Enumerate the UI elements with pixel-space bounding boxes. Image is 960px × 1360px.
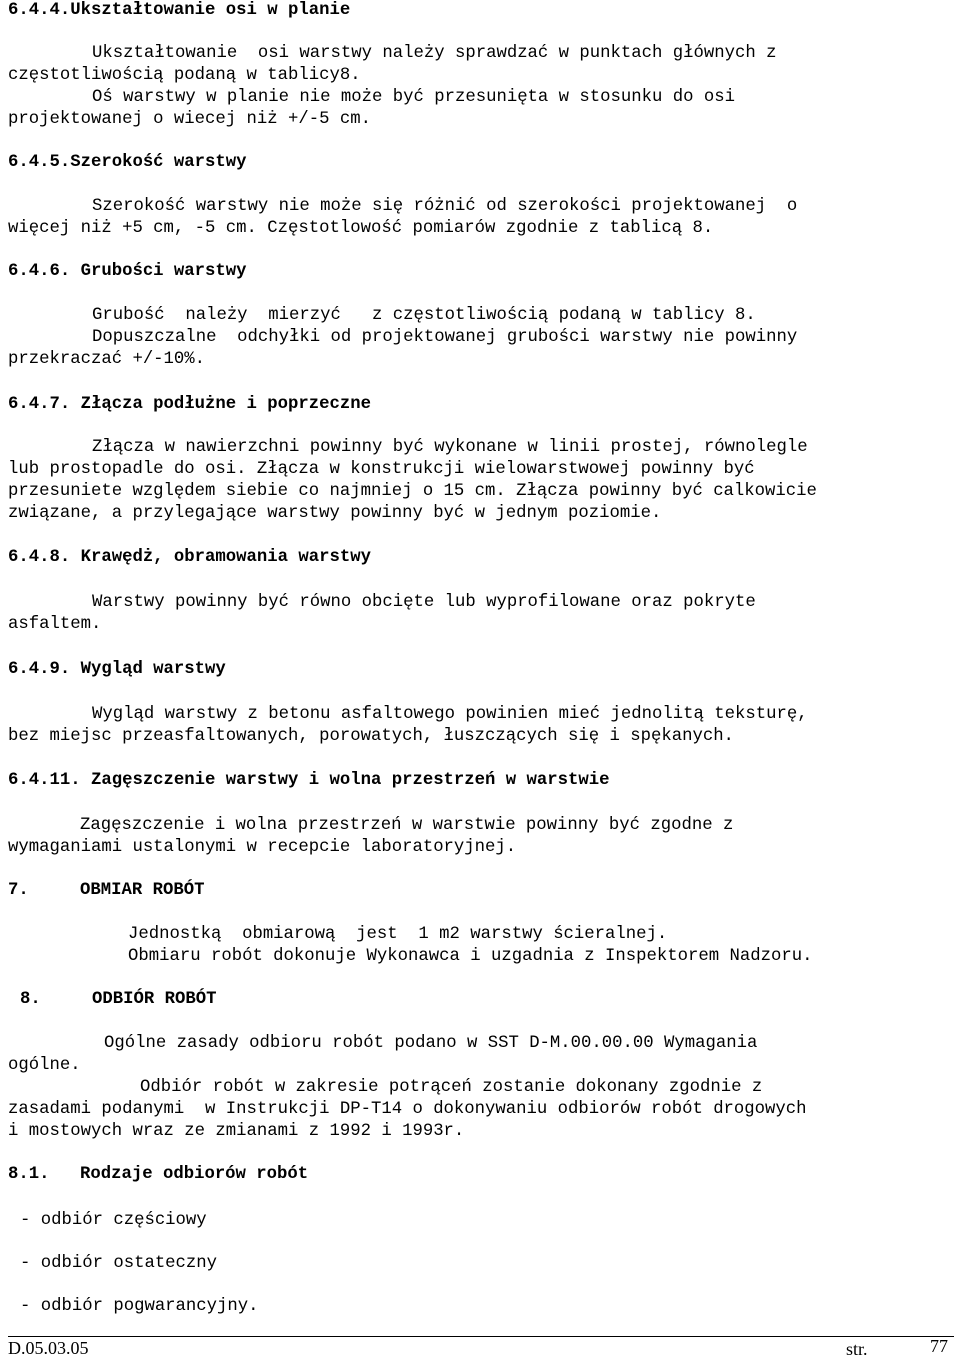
paragraph-line: Wygląd warstwy z betonu asfaltowego powinien mieć jednolitą teksturę, (92, 705, 808, 724)
heading-6-4-11: 6.4.11. Zagęszczenie warstwy i wolna przestrzeń w warstwie (8, 771, 610, 790)
paragraph-line: Grubość należy mierzyć z częstotliwością podaną w tablicy 8. (92, 306, 756, 325)
paragraph-line: wymaganiami ustalonymi w recepcie laboratoryjnej. (8, 838, 517, 857)
paragraph-line: więcej niż +5 cm, -5 cm. Częstotlowość pomiarów zgodnie z tablicą 8. (8, 219, 714, 238)
list-item: - odbiór pogwarancyjny. (20, 1297, 259, 1316)
section-number-8: 8. (20, 990, 41, 1009)
list-item: - odbiór częściowy (20, 1211, 207, 1230)
paragraph-line: Ogólne zasady odbioru robót podano w SST D-M.00.00.00 Wymagania (104, 1034, 758, 1053)
paragraph-line: bez miejsc przeasfaltowanych, porowatych, łuszczących się i spękanych. (8, 727, 734, 746)
paragraph-line: lub prostopadle do osi. Złącza w konstrukcji wielowarstwowej powinny być (8, 460, 755, 479)
section-title-obmiar: OBMIAR ROBÓT (80, 881, 205, 900)
paragraph-line: Złącza w nawierzchni powinny być wykonane w linii prostej, równolegle (92, 438, 808, 457)
footer-page-label: str. (846, 1339, 868, 1359)
heading-6-4-7: 6.4.7. Złącza podłużne i poprzeczne (8, 395, 371, 414)
paragraph-line: Szerokość warstwy nie może się różnić od szerokości projektowanej o (92, 197, 798, 216)
paragraph-line: Oś warstwy w planie nie może być przesunięta w stosunku do osi (92, 88, 735, 107)
heading-6-4-9: 6.4.9. Wygląd warstwy (8, 660, 226, 679)
paragraph-line: projektowanej o wiecej niż +/-5 cm. (8, 110, 371, 129)
paragraph-line: zasadami podanymi w Instrukcji DP-T14 o dokonywaniu odbiorów robót drogowych (8, 1100, 807, 1119)
heading-6-4-4: 6.4.4.Ukształtowanie osi w planie (8, 1, 351, 20)
paragraph-line: Odbiór robót w zakresie potrąceń zostanie dokonany zgodnie z (140, 1078, 763, 1097)
paragraph-line: związane, a przylegające warstwy powinny być w jednym poziomie. (8, 504, 662, 523)
section-title-rodzaje-odbiorow: Rodzaje odbiorów robót (80, 1165, 309, 1184)
section-number-7: 7. (8, 881, 29, 900)
paragraph-line: ogólne. (8, 1056, 81, 1075)
footer-doc-code: D.05.03.05 (8, 1338, 89, 1358)
paragraph-line: asfaltem. (8, 615, 102, 634)
paragraph-line: przesuniete względem siebie co najmniej o 15 cm. Złącza powinny być calkowicie (8, 482, 817, 501)
list-item: - odbiór ostateczny (20, 1254, 218, 1273)
paragraph-line: Zagęszczenie i wolna przestrzeń w warstwie powinny być zgodne z (80, 816, 734, 835)
footer-rule (8, 1336, 954, 1337)
paragraph-line: Jednostką obmiarową jest 1 m2 warstwy ścieralnej. (128, 925, 668, 944)
footer-page-number: 77 (930, 1336, 948, 1356)
heading-6-4-6: 6.4.6. Grubości warstwy (8, 262, 247, 281)
paragraph-line: Dopuszczalne odchyłki od projektowanej grubości warstwy nie powinny (92, 328, 798, 347)
section-number-8-1: 8.1. (8, 1165, 50, 1184)
paragraph-line: częstotliwością podaną w tablicy8. (8, 66, 361, 85)
section-title-odbior: ODBIÓR ROBÓT (92, 990, 217, 1009)
heading-6-4-8: 6.4.8. Krawędż, obramowania warstwy (8, 548, 371, 567)
paragraph-line: Warstwy powinny być równo obcięte lub wyprofilowane oraz pokryte (92, 593, 756, 612)
heading-6-4-5: 6.4.5.Szerokość warstwy (8, 153, 247, 172)
paragraph-line: Ukształtowanie osi warstwy należy sprawdzać w punktach głównych z (92, 44, 777, 63)
paragraph-line: i mostowych wraz ze zmianami z 1992 i 1993r. (8, 1122, 465, 1141)
paragraph-line: przekraczać +/-10%. (8, 350, 206, 369)
paragraph-line: Obmiaru robót dokonuje Wykonawca i uzgadnia z Inspektorem Nadzoru. (128, 947, 813, 966)
